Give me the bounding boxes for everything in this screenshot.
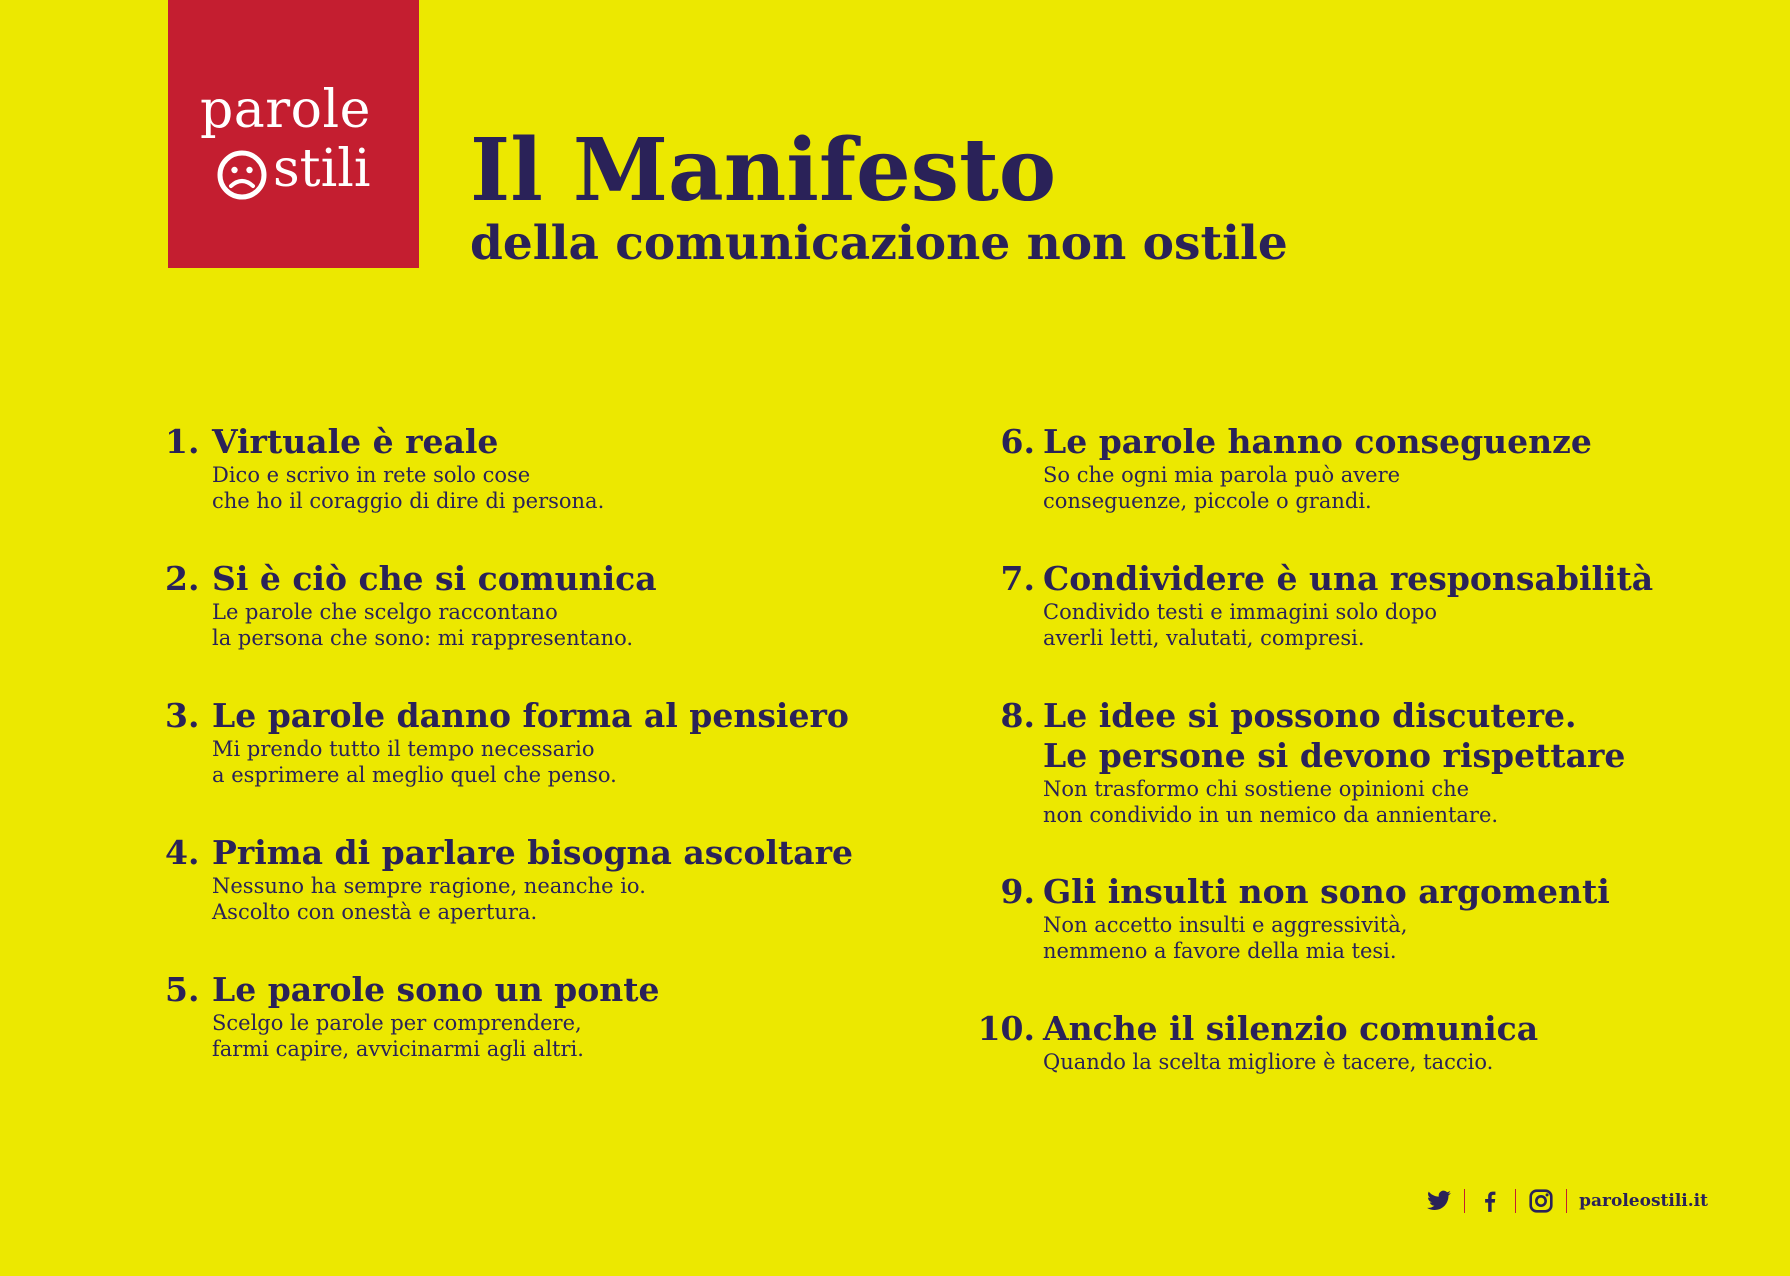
item-number: 4. xyxy=(165,833,200,872)
list-item xyxy=(975,872,1775,1009)
list-item xyxy=(165,559,945,696)
list-item xyxy=(165,970,945,1107)
divider xyxy=(1515,1189,1516,1213)
divider xyxy=(1566,1189,1567,1213)
item-heading: Condividere è una responsabilità xyxy=(1043,559,1654,598)
item-number: 1. xyxy=(165,422,200,461)
item-heading: Le parole hanno conseguenze xyxy=(1043,422,1592,461)
item-number: 10. xyxy=(977,1009,1035,1048)
list-item xyxy=(165,422,945,559)
item-heading: Anche il silenzio comunica xyxy=(1043,1009,1539,1048)
list-item xyxy=(165,696,945,833)
item-text-line: Nessuno ha sempre ragione, neanche io. xyxy=(212,874,646,898)
item-heading: Le parole danno forma al pensiero xyxy=(212,696,849,735)
item-text-line: la persona che sono: mi rappresentano. xyxy=(212,626,634,650)
list-item xyxy=(975,559,1775,696)
list-item xyxy=(975,696,1775,872)
list-item xyxy=(975,422,1775,559)
twitter-icon[interactable] xyxy=(1426,1188,1452,1214)
item-text-line: non condivido in un nemico da annientare. xyxy=(1043,803,1499,827)
item-text-line: Scelgo le parole per comprendere, xyxy=(212,1011,582,1035)
item-text-line: Mi prendo tutto il tempo necessario xyxy=(212,737,595,761)
item-text-line: Non trasformo chi sostiene opinioni che xyxy=(1043,777,1470,801)
item-heading: Prima di parlare bisogna ascoltare xyxy=(212,833,854,872)
manifesto-column-left xyxy=(165,422,945,1107)
list-item xyxy=(975,1009,1775,1075)
item-number: 2. xyxy=(165,559,200,598)
item-heading: Le idee si possono discutere. xyxy=(1043,696,1577,735)
item-number: 3. xyxy=(165,696,200,735)
item-number: 9. xyxy=(1000,872,1035,911)
item-text-line: Ascolto con onestà e apertura. xyxy=(212,900,538,924)
item-text-line: Non accetto insulti e aggressività, xyxy=(1043,913,1408,937)
item-number: 7. xyxy=(1000,559,1035,598)
list-item xyxy=(165,833,945,970)
item-number: 5. xyxy=(165,970,200,1009)
item-heading-line2: Le persone si devono rispettare xyxy=(1043,736,1626,775)
footer-social xyxy=(1426,1188,1708,1214)
logo xyxy=(168,0,419,268)
item-text-line: Condivido testi e immagini solo dopo xyxy=(1043,600,1438,624)
logo-word-stili: stili xyxy=(273,139,371,199)
divider xyxy=(1464,1189,1465,1213)
frown-face-icon xyxy=(216,149,268,201)
item-text-line: conseguenze, piccole o grandi. xyxy=(1043,489,1372,513)
item-text-line: farmi capire, avvicinarmi agli altri. xyxy=(212,1037,584,1061)
instagram-icon[interactable] xyxy=(1528,1188,1554,1214)
item-heading: Gli insulti non sono argomenti xyxy=(1043,872,1610,911)
item-text-line: Quando la scelta migliore è tacere, taccio. xyxy=(1043,1050,1494,1074)
item-text-line: So che ogni mia parola può avere xyxy=(1043,463,1401,487)
item-text-line: Dico e scrivo in rete solo cose xyxy=(212,463,531,487)
manifesto-column-right xyxy=(975,422,1775,1075)
facebook-icon[interactable] xyxy=(1477,1188,1503,1214)
item-text-line: Le parole che scelgo raccontano xyxy=(212,600,558,624)
item-number: 8. xyxy=(1000,696,1035,735)
page-subtitle: della comunicazione non ostile xyxy=(470,216,1288,271)
item-text-line: che ho il coraggio di dire di persona. xyxy=(212,489,605,513)
logo-word-parole: parole xyxy=(200,80,371,140)
item-text-line: nemmeno a favore della mia tesi. xyxy=(1043,939,1397,963)
page-title: Il Manifesto xyxy=(470,120,1057,221)
item-number: 6. xyxy=(1000,422,1035,461)
website-link[interactable]: paroleostili.it xyxy=(1579,1191,1708,1211)
item-text-line: averli letti, valutati, compresi. xyxy=(1043,626,1365,650)
item-heading: Si è ciò che si comunica xyxy=(212,559,657,598)
item-heading: Virtuale è reale xyxy=(212,422,499,461)
item-text-line: a esprimere al meglio quel che penso. xyxy=(212,763,617,787)
item-heading: Le parole sono un ponte xyxy=(212,970,660,1009)
